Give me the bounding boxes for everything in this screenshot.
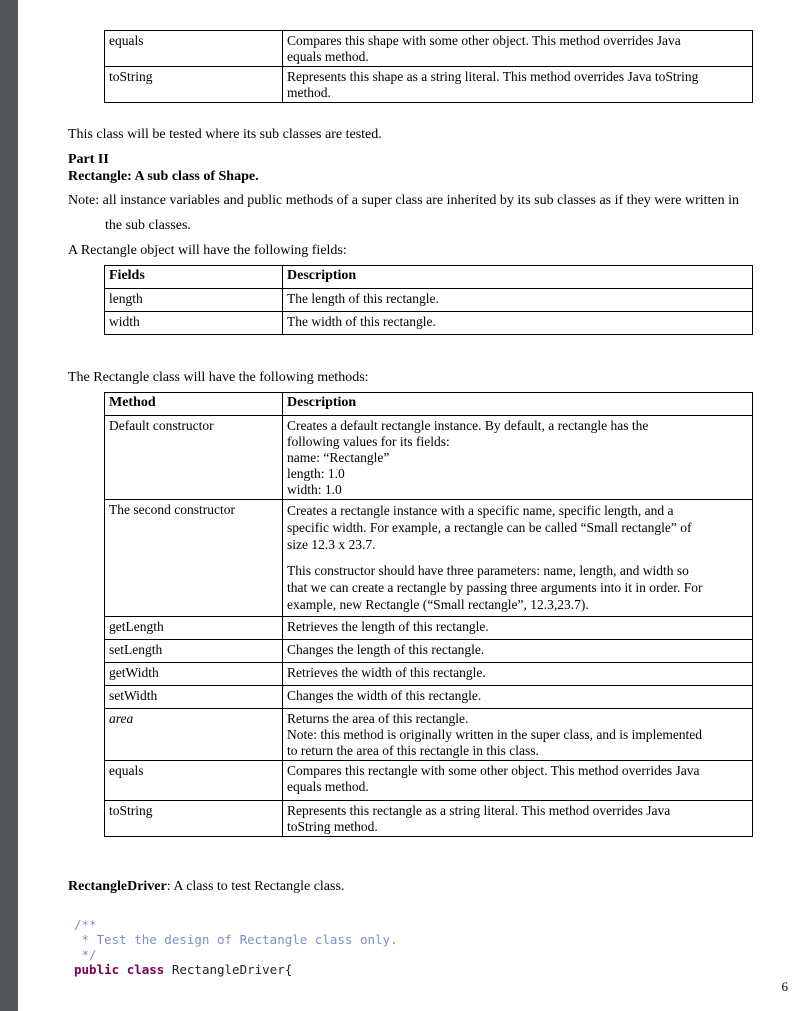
method-name-cell: setLength <box>105 640 283 663</box>
column-header: Description <box>283 393 753 416</box>
method-name-cell: toString <box>105 67 283 103</box>
table-header-row <box>105 266 753 289</box>
table-row <box>105 416 753 500</box>
table-header-row <box>105 393 753 416</box>
driver-desc: : A class to test Rectangle class. <box>166 879 345 894</box>
code-comment-close: */ <box>74 947 97 962</box>
methods-intro: The Rectangle class will have the following methods: <box>68 370 369 385</box>
column-header: Method <box>105 393 283 416</box>
method-name-cell: toString <box>105 801 283 837</box>
part-heading: Part II <box>68 152 109 167</box>
code-class-declaration <box>74 962 292 977</box>
method-name-cell: The second constructor <box>105 500 283 617</box>
table-row <box>105 663 753 686</box>
code-keyword-class: class <box>126 962 165 977</box>
page-number: 6 <box>781 979 788 994</box>
method-desc-cell: Retrieves the width of this rectangle. <box>283 663 753 686</box>
method-desc-cell: Returns the area of this rectangle. Note: this method is originally written in the super class, and is implemented to return the area of this rectangle in this class. <box>283 709 753 761</box>
method-desc-cell: Changes the length of this rectangle. <box>283 640 753 663</box>
method-name-cell: getLength <box>105 617 283 640</box>
method-desc-cell: Compares this shape with some other object. This method overrides Java equals method. <box>283 31 753 67</box>
method-name-cell: area <box>105 709 283 761</box>
column-header: Description <box>283 266 753 289</box>
field-name-cell: length <box>105 289 283 312</box>
shape-methods-table <box>104 30 753 103</box>
driver-description <box>68 878 344 895</box>
document-page <box>18 0 810 1011</box>
method-desc-cell: Represents this rectangle as a string literal. This method overrides Java toString method. <box>283 801 753 837</box>
table-row <box>105 289 753 312</box>
inherit-note-line2: the sub classes. <box>105 218 191 233</box>
field-desc-cell: The length of this rectangle. <box>283 289 753 312</box>
field-desc-cell: The width of this rectangle. <box>283 312 753 335</box>
fields-table <box>104 265 753 335</box>
code-comment-open: /** <box>74 917 97 932</box>
table-row <box>105 617 753 640</box>
methods-table <box>104 392 753 837</box>
table-row <box>105 686 753 709</box>
table-row <box>105 312 753 335</box>
code-keyword-public: public <box>74 962 120 977</box>
method-desc-cell: Creates a rectangle instance with a specific name, specific length, and a specific width. For example, a rectangle can be called “Small rectangle” of size 12.3 x 23.7. This constructor should have three parameters: name, length, and width so that we can create a rectangle by passing three arguments into it in order. For example, new Rectangle (“Small rectangle”, 12.3,23.7). <box>283 500 753 617</box>
method-name-cell: getWidth <box>105 663 283 686</box>
part-subheading: Rectangle: A sub class of Shape. <box>68 169 259 184</box>
driver-label: RectangleDriver <box>68 879 167 894</box>
code-comment-body: * Test the design of Rectangle class only. <box>74 932 398 947</box>
inherit-note-line1: Note: all instance variables and public methods of a super class are inherited by its sub classes as if they were written in <box>68 193 740 208</box>
table-row <box>105 761 753 801</box>
table-row <box>105 31 753 67</box>
method-name-cell: setWidth <box>105 686 283 709</box>
method-desc-cell: Compares this rectangle with some other object. This method overrides Java equals method. <box>283 761 753 801</box>
method-desc-cell: Retrieves the length of this rectangle. <box>283 617 753 640</box>
method-name-cell: equals <box>105 31 283 67</box>
field-name-cell: width <box>105 312 283 335</box>
method-name-cell: Default constructor <box>105 416 283 500</box>
code-class-name: RectangleDriver{ <box>164 962 293 977</box>
table-row <box>105 67 753 103</box>
method-desc-cell: Changes the width of this rectangle. <box>283 686 753 709</box>
table-row <box>105 500 753 617</box>
column-header: Fields <box>105 266 283 289</box>
tested-note: This class will be tested where its sub classes are tested. <box>68 127 382 142</box>
method-desc-cell: Represents this shape as a string literal. This method overrides Java toString method. <box>283 67 753 103</box>
method-name-cell: equals <box>105 761 283 801</box>
method-desc-cell: Creates a default rectangle instance. By default, a rectangle has the following values for its fields: name: “Rectangle” length: 1.0 width: 1.0 <box>283 416 753 500</box>
table-row <box>105 801 753 837</box>
table-row <box>105 640 753 663</box>
table-row <box>105 709 753 761</box>
fields-intro: A Rectangle object will have the following fields: <box>68 243 347 258</box>
